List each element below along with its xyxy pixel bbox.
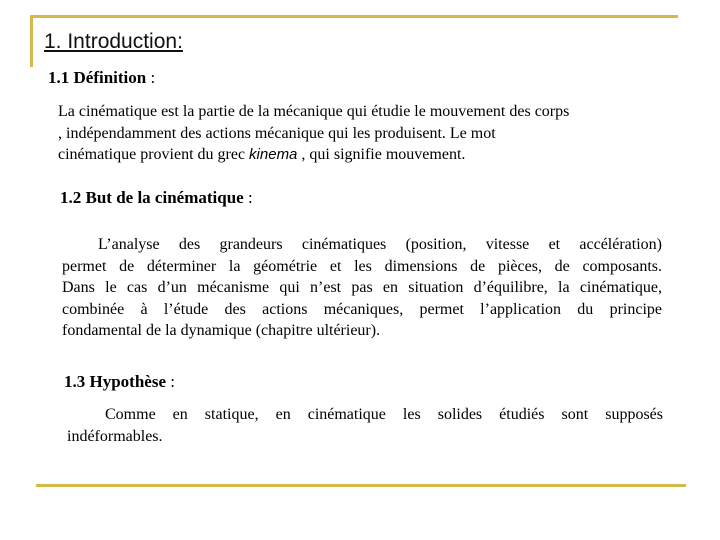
frame-bottom-rule — [36, 484, 686, 487]
paragraph-line: Dans le cas d’un mécanisme qui n’est pas en situation d’équilibre, la cinématique, — [62, 279, 662, 296]
section-heading-definition — [48, 68, 155, 88]
section-heading-purpose — [60, 188, 253, 208]
heading-text: 1.1 Définition — [48, 68, 147, 87]
paragraph-line: Comme en statique, en cinématique les solides étudiés sont supposés — [105, 406, 663, 423]
slide-title: 1. Introduction: — [44, 30, 183, 53]
paragraph-line: combinée à l’étude des actions mécaniques, permet l’application du principe — [62, 300, 662, 318]
section-heading-hypothesis — [64, 372, 175, 392]
frame-left-rule — [30, 15, 33, 67]
paragraph-line-start: cinématique provient du grec — [58, 146, 250, 163]
paragraph-line: fondamental de la dynamique (chapitre ultérieur). — [62, 322, 381, 339]
frame-top-rule — [30, 15, 678, 18]
definition-paragraph — [58, 101, 648, 166]
heading-suffix: : — [243, 188, 253, 207]
purpose-paragraph — [62, 234, 662, 342]
paragraph-line: permet de déterminer la géométrie et les dimensions de pièces, de composants. — [62, 257, 662, 275]
greek-term: kinema — [249, 146, 298, 163]
heading-suffix: : — [146, 68, 156, 87]
paragraph-line-end: , qui signifie mouvement. — [297, 146, 466, 163]
heading-text: 1.3 Hypothèse — [64, 372, 166, 391]
paragraph-line: , indépendamment des actions mécanique qui les produisent. Le mot — [58, 124, 496, 142]
paragraph-line: L’analyse des grandeurs cinématiques (position, vitesse et accélération) — [98, 236, 662, 253]
paragraph-line — [58, 144, 648, 166]
heading-suffix: : — [166, 372, 175, 391]
paragraph-line: indéformables. — [67, 427, 163, 445]
heading-text: 1.2 But de la cinématique — [60, 188, 244, 207]
paragraph-line: La cinématique est la partie de la mécanique qui étudie le mouvement des corps — [58, 103, 570, 120]
hypothesis-paragraph — [67, 404, 663, 447]
